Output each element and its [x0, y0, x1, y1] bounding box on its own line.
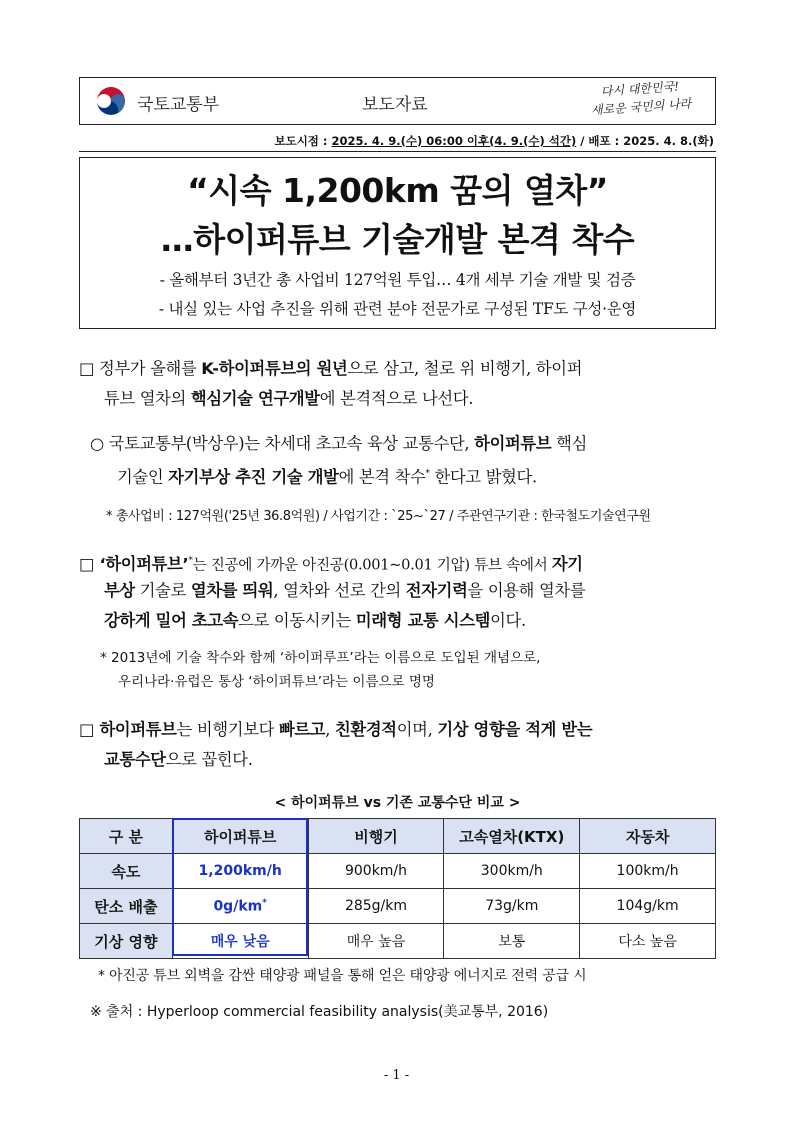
emphasis: 교통수단 — [104, 750, 166, 769]
emphasis: 하이퍼튜브 — [94, 720, 177, 739]
table-row — [80, 854, 716, 889]
emphasis: 전자기력 — [405, 581, 468, 600]
row-label: 기상 영향 — [80, 924, 173, 959]
subheadline-2: - 내실 있는 사업 추진을 위해 관련 분야 전문가로 구성된 TF도 구성·운영 — [158, 300, 637, 318]
table-caption: < 하이퍼튜브 vs 기존 교통수단 비교 > — [274, 795, 521, 811]
emphasis: ‘하이퍼튜브’ — [94, 554, 189, 574]
emphasis: 미래형 교통 시스템 — [355, 611, 491, 630]
section1-sub-line-1: ○ 국토교통부(박상우)는 차세대 초고속 육상 교통수단, 하이퍼튜브 핵심 — [90, 434, 588, 453]
section2-line-2: 부상 기술로 열차를 띄워, 열차와 선로 간의 전자기력을 이용해 열차를 — [104, 581, 586, 600]
table-header-cell: 비행기 — [308, 819, 444, 854]
release-info — [274, 133, 714, 149]
table-cell: 0g/km* — [172, 889, 308, 924]
section2-line-1: □ ‘하이퍼튜브’*는 진공에 가까운 아진공(0.001~0.01 기압) 튜브 속에서 자기 — [79, 554, 583, 574]
section3-line-2: 교통수단으로 꼽힌다. — [104, 750, 253, 769]
square-bullet-icon: □ — [79, 359, 95, 378]
ministry-name: 국토교통부 — [137, 95, 220, 115]
release-date: 2025. 4. 9.(수) 06:00 이후(4. 9.(수) 석간) — [331, 134, 577, 148]
emphasis: 하이퍼튜브 — [474, 434, 552, 453]
table-source: ※ 출처 : Hyperloop commercial feasibility analysis(美교통부, 2016) — [90, 1004, 549, 1020]
table-cell: 300km/h — [444, 854, 580, 889]
table-cell: 104g/km — [580, 889, 716, 924]
table-cell: 73g/km — [444, 889, 580, 924]
table-header-cell: 구 분 — [80, 819, 173, 854]
distribution-date: / 배포 : 2025. 4. 8.(화) — [576, 134, 714, 148]
row-label: 속도 — [80, 854, 173, 889]
comparison-table — [79, 818, 716, 959]
headline-line-1: “시속 1,200km 꿈의 열차” — [187, 171, 608, 210]
emphasis: 자기부상 추진 기술 개발 — [168, 467, 339, 487]
table-header-cell: 하이퍼튜브 — [172, 819, 308, 854]
section2-line-3: 강하게 밀어 초고속으로 이동시키는 미래형 교통 시스템이다. — [104, 611, 526, 630]
circle-bullet-icon: ○ — [90, 434, 104, 453]
table-row — [80, 924, 716, 959]
table-cell: 1,200km/h — [172, 854, 308, 889]
table-cell: 900km/h — [308, 854, 444, 889]
slogan-line-2: 새로운 국민의 나라 — [590, 96, 692, 118]
emphasis: 강하게 밀어 초고속 — [104, 611, 239, 630]
table-cell: 매우 낮음 — [172, 924, 308, 959]
emphasis: 빠르고 — [278, 720, 326, 739]
emphasis: 친환경적 — [335, 720, 397, 739]
page-number: - 1 - — [383, 1068, 410, 1083]
section3-line-1: □ 하이퍼튜브는 비행기보다 빠르고, 친환경적이며, 기상 영향을 적게 받는 — [79, 720, 593, 739]
row-label: 탄소 배출 — [80, 889, 173, 924]
table-header-cell: 고속열차(KTX) — [444, 819, 580, 854]
emphasis: K-하이퍼튜브의 원년 — [201, 359, 348, 378]
table-cell: 100km/h — [580, 854, 716, 889]
taegeuk-logo-icon — [94, 87, 128, 117]
emphasis: 핵심기술 연구개발 — [190, 389, 320, 408]
emphasis: 열차를 띄워 — [190, 581, 274, 600]
square-bullet-icon: □ — [79, 720, 95, 739]
section1-footnote: * 총사업비 : 127억원('25년 36.8억원) / 사업기간 : `25~`27 / 주관연구기관 : 한국철도기술연구원 — [106, 509, 651, 524]
headline-line-2: …하이퍼튜브 기술개발 본격 착수 — [160, 220, 635, 259]
release-prefix: 보도시점 : — [274, 134, 332, 148]
subheadline-1: - 올해부터 3년간 총 사업비 127억원 투입… 4개 세부 기술 개발 및 검증 — [159, 271, 636, 289]
table-cell: 285g/km — [308, 889, 444, 924]
section1-line-1: □ 정부가 올해를 K-하이퍼튜브의 원년으로 삼고, 철로 위 비행기, 하이퍼 — [79, 359, 583, 378]
section2-footnote-2: 우리나라·유럽은 통상 ‘하이퍼튜브’라는 이름으로 명명 — [118, 674, 435, 690]
table-row — [80, 889, 716, 924]
table-cell: 매우 높음 — [308, 924, 444, 959]
section2-footnote-1: * 2013년에 기술 착수와 함께 ‘하이퍼루프’라는 이름으로 도입된 개념으로, — [100, 650, 541, 666]
square-bullet-icon: □ — [79, 554, 95, 574]
section1-line-2: 튜브 열차의 핵심기술 연구개발에 본격적으로 나선다. — [104, 389, 474, 408]
emphasis: 부상 — [104, 581, 135, 600]
table-header-cell: 자동차 — [580, 819, 716, 854]
table-footnote: * 아진공 튜브 외벽을 감싼 태양광 패널을 통해 얻은 태양광 에너지로 전력 공급 시 — [98, 968, 587, 984]
table-cell: 다소 높음 — [580, 924, 716, 959]
document-type: 보도자료 — [362, 95, 428, 115]
emphasis: 자기 — [551, 554, 583, 574]
slogan-line-1: 다시 대한민국! — [600, 79, 680, 99]
table-header-row — [80, 819, 716, 854]
table-cell: 보통 — [444, 924, 580, 959]
emphasis: 기상 영향을 적게 받는 — [437, 720, 593, 739]
section1-sub-line-2: 기술인 자기부상 추진 기술 개발에 본격 착수* 한다고 밝혔다. — [117, 467, 537, 487]
